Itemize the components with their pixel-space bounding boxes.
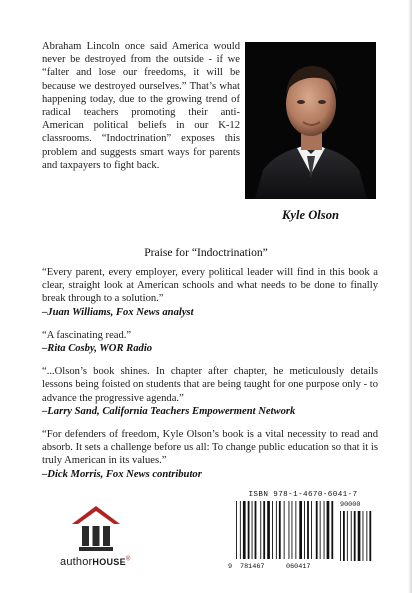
blurb-list [42,266,378,481]
barcode-bar [272,501,273,559]
barcode-bar [289,501,290,559]
barcode-bar [252,501,253,559]
house-icon [70,502,122,554]
barcode-addon-bar [354,511,356,561]
publisher-logo [60,502,130,574]
blurb-quote: “Every parent, every employer, every political leader will find in this book a clear, straight look at American schools and what needs to be done to finally break through to a solution.” [42,267,378,305]
barcode-bar [276,501,277,559]
barcode-addon-bar [351,511,352,561]
blurb-quote: “...Olson’s book shines. In chapter after chapter, he meticulously details lessons being foisted on students that are being taught for one purpose only - to advance the progressive agenda.” [42,366,378,404]
barcode-addon-bar [369,511,371,561]
barcode-addon-bar [347,511,348,561]
barcode-addon-digits: 90000 [340,501,361,509]
barcode-bar [240,501,241,559]
isbn-label: ISBN 978-1-4670-6041-7 [248,491,358,499]
blurb-item [42,365,378,418]
barcode-right-digits: 060417 [286,563,311,571]
barcode-bar [311,501,312,559]
blurb-quote: “For defenders of freedom, Kyle Olson’s book is a vital necessity to read and absorb. It sets a challenge before us all: To change public education so that it is truly American in its values.” [42,429,378,467]
barcode-addon-bar [340,511,341,561]
barcode-bar [263,501,265,559]
barcode-addon-bar [366,511,367,561]
barcode-bar [324,501,325,559]
barcode-bar [260,501,261,559]
barcode-bar [243,501,246,559]
barcode-left-digits: 781467 [240,563,265,571]
blurb-attribution: –Juan Williams, Fox News analyst [42,306,194,318]
author-name: Kyle Olson [281,208,340,222]
barcode-bar [267,501,270,559]
barcode-lead-digit: 9 [228,563,233,571]
blurb-quote: “A fascinating read.” [42,329,132,341]
blurb-attribution: –Larry Sand, California Teachers Empowerment Network [42,405,296,417]
blurb-item [42,329,378,355]
barcode-block [228,491,378,574]
barcode-bar [284,501,285,559]
barcode-bar [316,501,318,559]
publisher-name-house: HOUSE [92,557,126,567]
barcode-bar [248,501,250,559]
barcode-bar [320,501,321,559]
barcode-addon-bar [363,511,364,561]
blurb-attribution: –Dick Morris, Fox News contributor [42,468,202,480]
publisher-name [60,556,140,568]
registered-mark: ® [125,556,131,563]
barcode-addon-bar [358,511,361,561]
blurb-item [42,266,378,319]
barcode-bar [331,501,333,559]
blurb-item [42,428,378,481]
author-portrait-icon [245,42,376,199]
barcode-bar [292,501,293,559]
barcode-addon-bar [343,511,345,561]
barcode-bar [279,501,281,559]
barcode-bar [304,501,305,559]
publisher-name-author: author [60,556,93,568]
barcode-bar [236,501,237,559]
barcode-bar [307,501,309,559]
blurb-attribution: –Rita Cosby, WOR Radio [42,343,153,355]
page-edge [408,0,412,593]
author-photo [245,42,376,199]
intro-paragraph: Abraham Lincoln once said America would never be destroyed from the outside - if we “falter and lose our freedoms, it will be because we destroyed ourselves.” That’s what happening today, due to the growing trend of radical teachers promoting their anti-American political beliefs in our K-12 classrooms. “Indoctrination” exposes this problem and suggests smart ways for parents and taxpayers to fight back. [42,41,240,171]
barcode-bar [255,501,257,559]
barcode-icon [228,501,378,563]
praise-heading: Praise for “Indoctrination” [144,246,268,259]
barcode-bar [299,501,302,559]
barcode-bar [327,501,330,559]
barcode-bar [295,501,296,559]
